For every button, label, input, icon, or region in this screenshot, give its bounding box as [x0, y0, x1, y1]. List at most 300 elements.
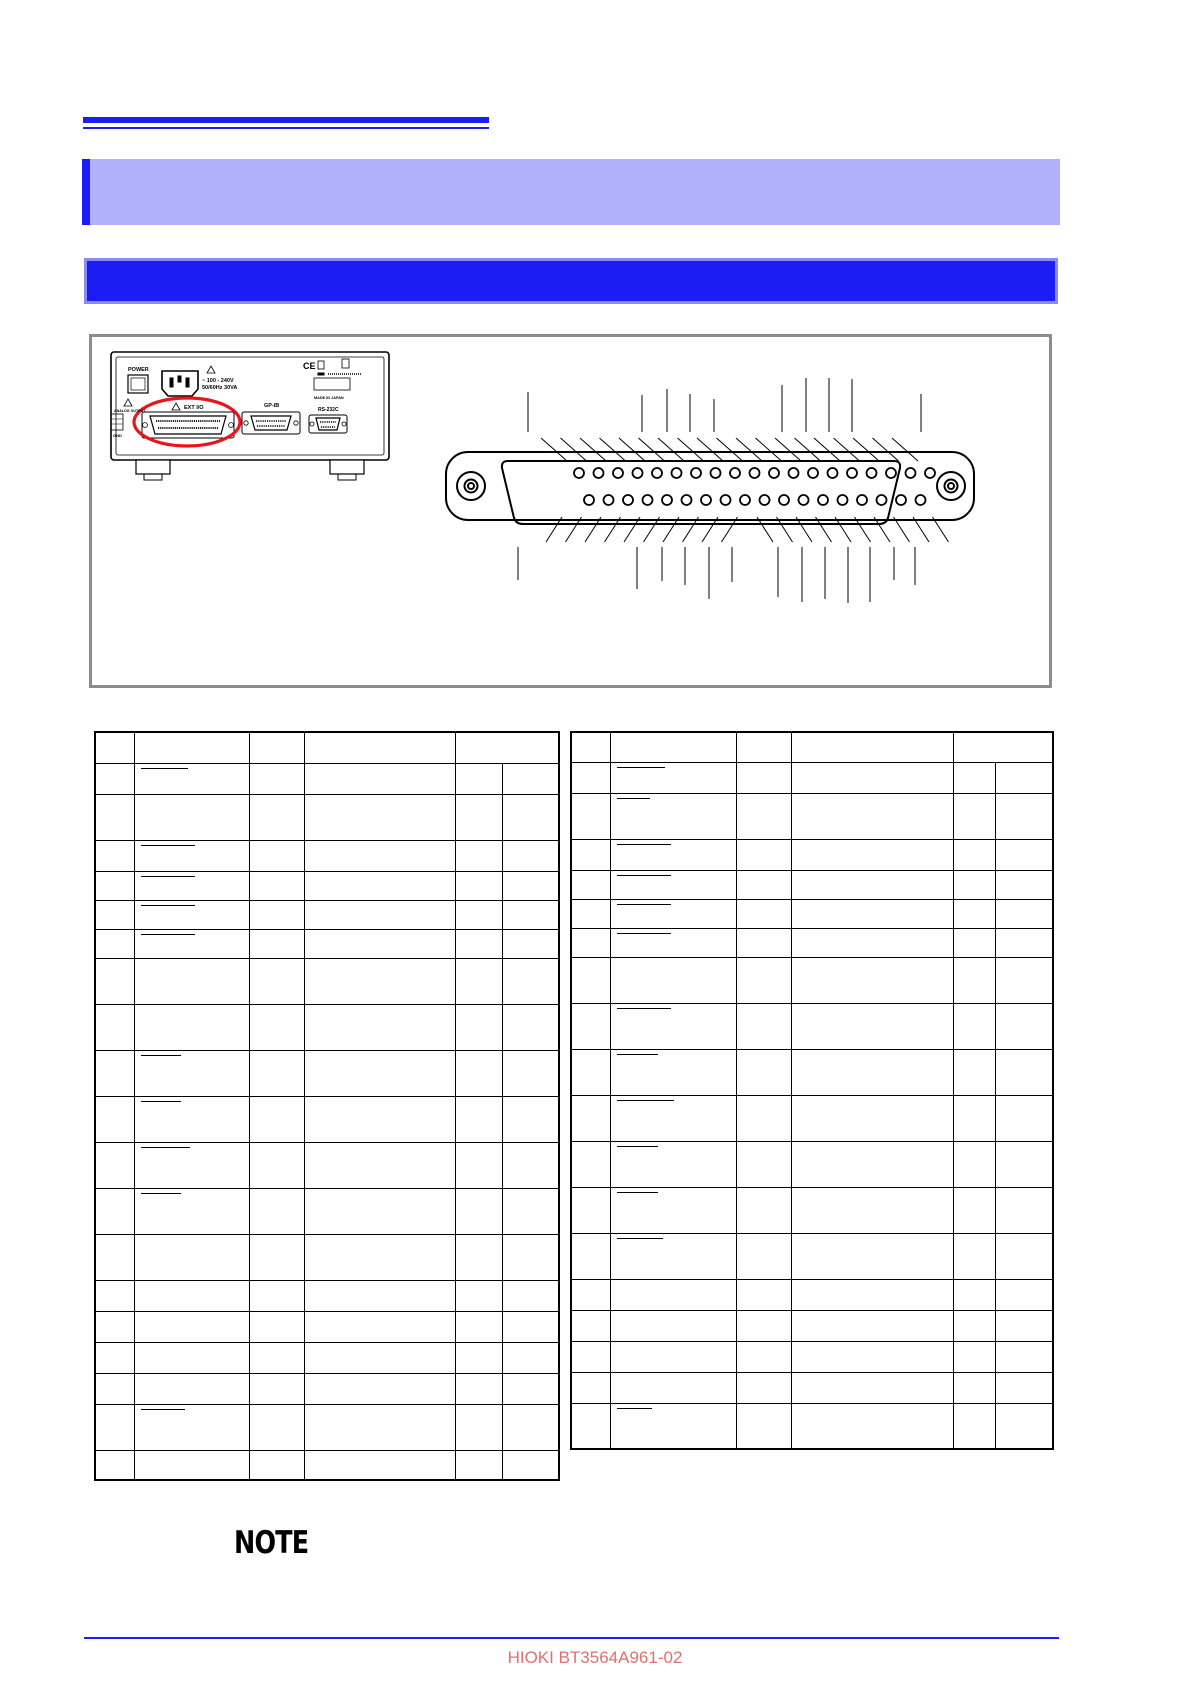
- table-cell: [792, 762, 954, 793]
- made-in-label: MADE IN JAPAN: [314, 396, 344, 400]
- table-cell: [996, 870, 1053, 899]
- table-cell: [305, 871, 456, 900]
- leader-top: [853, 438, 879, 461]
- table-cell: [996, 762, 1053, 793]
- ce-mark-icon: CE: [303, 361, 316, 371]
- table-row: [95, 1188, 559, 1234]
- table-cell: [996, 839, 1053, 870]
- table-cell: [305, 1450, 456, 1480]
- table-cell: [134, 1311, 249, 1342]
- table-cell: [996, 1187, 1053, 1233]
- table-cell: [250, 732, 305, 763]
- pin-bottom: [760, 495, 770, 505]
- table-row: [95, 958, 559, 1004]
- pin-bottom: [740, 495, 750, 505]
- table-cell: [305, 1142, 456, 1188]
- table-row: [571, 870, 1053, 899]
- table-cell: [954, 1141, 996, 1187]
- pin-top: [613, 468, 623, 478]
- table-row: [571, 839, 1053, 870]
- table-cell: [996, 1003, 1053, 1049]
- table-cell: [95, 1188, 134, 1234]
- table-cell: [305, 900, 456, 929]
- table-cell: [305, 1373, 456, 1404]
- leader-top: [892, 438, 918, 461]
- table-row: [571, 928, 1053, 957]
- table-cell: [792, 793, 954, 839]
- table-row: [95, 871, 559, 900]
- leader-top: [697, 438, 723, 461]
- pin-leader-lines: [518, 378, 949, 603]
- table-cell: [456, 840, 503, 871]
- table-cell: [792, 1003, 954, 1049]
- table-cell: [95, 1234, 134, 1280]
- table-cell: [305, 1311, 456, 1342]
- ext-io-label: EXT I/O: [184, 405, 204, 411]
- analog-output-label: ANALOG OUTPUT: [114, 409, 146, 413]
- pin-top: [633, 468, 643, 478]
- pin-top: [886, 468, 896, 478]
- table-cell: [792, 1141, 954, 1187]
- active-low-overbar: [617, 1100, 674, 1101]
- leader-top: [814, 438, 840, 461]
- leader-top: [678, 438, 704, 461]
- table-cell: [456, 1280, 503, 1311]
- table-cell: [792, 1095, 954, 1141]
- active-low-overbar: [141, 1055, 181, 1056]
- table-cell: [503, 1280, 559, 1311]
- table-cell: [134, 1142, 249, 1188]
- table-cell: [503, 1096, 559, 1142]
- active-low-overbar: [617, 1054, 658, 1055]
- pin-top: [789, 468, 799, 478]
- table-cell: [610, 928, 737, 957]
- table-row: [571, 957, 1053, 1003]
- table-cell: [571, 839, 610, 870]
- table-cell: [456, 1188, 503, 1234]
- leader-top: [717, 438, 743, 461]
- table-cell: [571, 732, 610, 762]
- table-cell: [134, 1096, 249, 1142]
- table-cell: [503, 794, 559, 840]
- table-row: [95, 1142, 559, 1188]
- table-cell: [503, 1050, 559, 1096]
- figure-drawing: [92, 337, 1049, 685]
- table-cell: [737, 1279, 792, 1310]
- table-row: [95, 1373, 559, 1404]
- table-cell: [996, 1233, 1053, 1279]
- table-cell: [95, 840, 134, 871]
- pin-bottom: [896, 495, 906, 505]
- table-cell: [134, 1188, 249, 1234]
- table-cell: [792, 1187, 954, 1233]
- table-cell: [134, 1280, 249, 1311]
- pin-bottom: [604, 495, 614, 505]
- table-cell: [571, 899, 610, 928]
- table-row: [95, 1050, 559, 1096]
- table-cell: [996, 1049, 1053, 1095]
- active-low-overbar: [617, 767, 665, 768]
- table-cell: [305, 1404, 456, 1450]
- table-cell: [996, 1279, 1053, 1310]
- active-low-overbar: [617, 1408, 652, 1409]
- table-cell: [134, 763, 249, 794]
- table-cell: [610, 1233, 737, 1279]
- table-cell: [456, 1342, 503, 1373]
- rear-panel-illustration: [111, 352, 389, 480]
- table-cell: [792, 899, 954, 928]
- table-cell: [456, 1373, 503, 1404]
- table-cell: [503, 1188, 559, 1234]
- pin-bottom: [623, 495, 633, 505]
- table-cell: [610, 1341, 737, 1372]
- active-low-overbar: [617, 875, 671, 876]
- pin-bottom: [584, 495, 594, 505]
- table-cell: [571, 1187, 610, 1233]
- table-cell: [737, 1233, 792, 1279]
- frequency-label: 50/60Hz 30VA: [202, 385, 238, 391]
- table-cell: [571, 762, 610, 793]
- table-cell: [737, 1095, 792, 1141]
- pin-top: [672, 468, 682, 478]
- table-cell: [954, 870, 996, 899]
- pin-top: [652, 468, 662, 478]
- leader-top: [775, 438, 801, 461]
- pin-bottom: [682, 495, 692, 505]
- table-cell: [456, 1311, 503, 1342]
- table-row: [95, 929, 559, 958]
- table-cell: [305, 1004, 456, 1050]
- pin-top: [691, 468, 701, 478]
- table-cell: [250, 871, 305, 900]
- table-header-row: [571, 732, 1053, 762]
- table-row: [571, 899, 1053, 928]
- table-cell: [571, 928, 610, 957]
- power-inlet-icon: [162, 371, 198, 396]
- leader-top: [600, 438, 626, 461]
- table-cell: [954, 1310, 996, 1341]
- table-cell: [95, 794, 134, 840]
- table-cell: [737, 928, 792, 957]
- active-low-overbar: [617, 904, 671, 905]
- table-cell: [250, 1096, 305, 1142]
- header-rule-thin: [83, 127, 489, 129]
- rs232c-label: RS-232C: [318, 407, 339, 413]
- table-cell: [610, 1372, 737, 1403]
- table-cell: [954, 1233, 996, 1279]
- table-cell: [954, 762, 996, 793]
- table-cell: [610, 1141, 737, 1187]
- table-cell: [954, 1403, 996, 1449]
- table-cell: [456, 958, 503, 1004]
- table-cell: [737, 1141, 792, 1187]
- table-cell: [503, 763, 559, 794]
- table-cell: [954, 1003, 996, 1049]
- table-cell: [95, 732, 134, 763]
- table-row: [571, 1279, 1053, 1310]
- active-low-overbar: [141, 845, 195, 846]
- table-cell: [503, 1311, 559, 1342]
- pin-top: [711, 468, 721, 478]
- table-cell: [503, 1342, 559, 1373]
- pin-bottom: [857, 495, 867, 505]
- header-rule-thick: [83, 117, 489, 123]
- table-cell: [792, 732, 954, 762]
- table-cell: [456, 871, 503, 900]
- table-cell: [95, 1096, 134, 1142]
- table-cell: [250, 1311, 305, 1342]
- active-low-overbar: [617, 1238, 663, 1239]
- table-cell: [954, 1095, 996, 1141]
- table-cell: [95, 871, 134, 900]
- table-cell: [610, 1049, 737, 1095]
- table-cell: [134, 1373, 249, 1404]
- table-cell: [503, 1373, 559, 1404]
- table-cell: [737, 762, 792, 793]
- table-row: [571, 1141, 1053, 1187]
- table-cell: [305, 732, 456, 763]
- table-cell: [954, 899, 996, 928]
- table-cell: [456, 763, 503, 794]
- table-cell: [95, 1142, 134, 1188]
- pin-bottom: [799, 495, 809, 505]
- pin-top: [925, 468, 935, 478]
- leader-top: [795, 438, 821, 461]
- table-cell: [456, 1096, 503, 1142]
- table-cell: [571, 1372, 610, 1403]
- table-cell: [95, 929, 134, 958]
- table-cell: [503, 1142, 559, 1188]
- table-cell: [571, 1310, 610, 1341]
- table-cell: [95, 1311, 134, 1342]
- table-cell: [954, 732, 1053, 762]
- pin-bottom: [721, 495, 731, 505]
- table-cell: [737, 1187, 792, 1233]
- table-cell: [456, 929, 503, 958]
- table-cell: [250, 900, 305, 929]
- table-cell: [996, 1372, 1053, 1403]
- table-row: [571, 1310, 1053, 1341]
- table-cell: [792, 1233, 954, 1279]
- note-label: NOTE: [234, 1525, 309, 1561]
- table-cell: [95, 1450, 134, 1480]
- table-cell: [571, 1279, 610, 1310]
- table-cell: [610, 1310, 737, 1341]
- table-cell: [250, 1004, 305, 1050]
- table-cell: [571, 1403, 610, 1449]
- pin-top: [594, 468, 604, 478]
- table-cell: [737, 899, 792, 928]
- table-cell: [737, 1049, 792, 1095]
- table-cell: [95, 1004, 134, 1050]
- table-row: [571, 762, 1053, 793]
- table-cell: [610, 793, 737, 839]
- table-cell: [95, 1373, 134, 1404]
- table-cell: [95, 1050, 134, 1096]
- table-cell: [456, 1050, 503, 1096]
- table-cell: [456, 732, 559, 763]
- table-cell: [134, 1450, 249, 1480]
- table-cell: [503, 958, 559, 1004]
- power-label: POWER: [128, 367, 149, 373]
- leader-top: [834, 438, 860, 461]
- active-low-overbar: [617, 1008, 671, 1009]
- table-cell: [305, 1342, 456, 1373]
- table-cell: [250, 1142, 305, 1188]
- active-low-overbar: [617, 1192, 658, 1193]
- table-cell: [571, 1233, 610, 1279]
- table-cell: [250, 1188, 305, 1234]
- table-cell: [134, 1342, 249, 1373]
- table-cell: [250, 1280, 305, 1311]
- connector-pins: [574, 468, 935, 505]
- footer-rule: [84, 1637, 1059, 1639]
- section-heading-bar: [84, 258, 1058, 304]
- table-cell: [792, 870, 954, 899]
- gnd-label: GND: [113, 433, 122, 438]
- table-cell: [610, 1003, 737, 1049]
- active-low-overbar: [141, 934, 195, 935]
- table-cell: [737, 839, 792, 870]
- table-cell: [996, 957, 1053, 1003]
- active-low-overbar: [141, 905, 195, 906]
- leader-top: [658, 438, 684, 461]
- table-cell: [792, 1310, 954, 1341]
- table-cell: [95, 958, 134, 1004]
- table-cell: [250, 1234, 305, 1280]
- table-cell: [954, 957, 996, 1003]
- table-cell: [610, 957, 737, 1003]
- table-row: [95, 1311, 559, 1342]
- pin-bottom: [643, 495, 653, 505]
- table-cell: [250, 929, 305, 958]
- table-cell: [95, 900, 134, 929]
- table-cell: [954, 1187, 996, 1233]
- table-row: [571, 1341, 1053, 1372]
- table-row: [95, 1404, 559, 1450]
- table-cell: [610, 1095, 737, 1141]
- table-cell: [737, 793, 792, 839]
- table-row: [95, 900, 559, 929]
- table-cell: [996, 1310, 1053, 1341]
- voltage-label: ~ 100 - 240V: [202, 378, 234, 384]
- table-cell: [996, 1141, 1053, 1187]
- table-cell: [792, 1372, 954, 1403]
- weee-bin-icon: [318, 361, 324, 369]
- table-cell: [134, 929, 249, 958]
- table-cell: [996, 793, 1053, 839]
- footer-doc-id: HIOKI BT3564A961-02: [507, 1648, 683, 1667]
- table-cell: [134, 1050, 249, 1096]
- table-cell: [250, 1373, 305, 1404]
- gpib-label: GP-IB: [264, 403, 280, 409]
- table-cell: [996, 1403, 1053, 1449]
- table-cell: [305, 840, 456, 871]
- table-cell: [737, 732, 792, 762]
- table-cell: [134, 871, 249, 900]
- table-cell: [250, 840, 305, 871]
- table-row: [571, 1049, 1053, 1095]
- table-cell: [737, 1003, 792, 1049]
- active-low-overbar: [617, 933, 671, 934]
- pin-bottom: [818, 495, 828, 505]
- table-cell: [737, 1372, 792, 1403]
- pin-bottom: [701, 495, 711, 505]
- table-cell: [503, 840, 559, 871]
- pin-top: [769, 468, 779, 478]
- table-cell: [503, 1004, 559, 1050]
- table-cell: [954, 1341, 996, 1372]
- table-cell: [610, 1187, 737, 1233]
- table-cell: [503, 1234, 559, 1280]
- table-cell: [954, 793, 996, 839]
- leader-top: [561, 438, 587, 461]
- table-cell: [250, 1050, 305, 1096]
- table-cell: [792, 957, 954, 1003]
- table-cell: [610, 839, 737, 870]
- pin-bottom: [916, 495, 926, 505]
- table-cell: [134, 900, 249, 929]
- table-cell: [792, 1403, 954, 1449]
- table-cell: [571, 1141, 610, 1187]
- table-row: [95, 1342, 559, 1373]
- active-low-overbar: [141, 1193, 181, 1194]
- chapter-banner-edge: [82, 159, 90, 225]
- table-row: [571, 1187, 1053, 1233]
- table-cell: [305, 929, 456, 958]
- warning-triangle-icon: [172, 403, 180, 410]
- table-cell: [571, 1003, 610, 1049]
- table-cell: [456, 1404, 503, 1450]
- table-cell: [456, 1450, 503, 1480]
- pin-bottom: [877, 495, 887, 505]
- table-row: [95, 763, 559, 794]
- table-cell: [792, 928, 954, 957]
- table-cell: [456, 794, 503, 840]
- table-cell: [792, 1049, 954, 1095]
- table-cell: [571, 793, 610, 839]
- table-cell: [134, 732, 249, 763]
- table-cell: [503, 871, 559, 900]
- table-cell: [134, 1004, 249, 1050]
- table-cell: [996, 1341, 1053, 1372]
- leader-top: [756, 438, 782, 461]
- table-cell: [571, 1049, 610, 1095]
- pin-top: [847, 468, 857, 478]
- leader-top: [873, 438, 899, 461]
- table-cell: [954, 1372, 996, 1403]
- table-cell: [954, 1049, 996, 1095]
- table-cell: [737, 870, 792, 899]
- active-low-overbar: [141, 1101, 181, 1102]
- table-cell: [305, 1188, 456, 1234]
- table-cell: [456, 1234, 503, 1280]
- leader-top: [580, 438, 606, 461]
- table-cell: [134, 958, 249, 1004]
- table-cell: [95, 1404, 134, 1450]
- table-cell: [792, 1279, 954, 1310]
- table-cell: [250, 1342, 305, 1373]
- pin-top: [867, 468, 877, 478]
- leader-top: [736, 438, 762, 461]
- table-row: [95, 1004, 559, 1050]
- table-cell: [95, 763, 134, 794]
- table-cell: [503, 1404, 559, 1450]
- table-header-row: [95, 732, 559, 763]
- table-cell: [610, 1403, 737, 1449]
- active-low-overbar: [141, 768, 188, 769]
- table-cell: [996, 928, 1053, 957]
